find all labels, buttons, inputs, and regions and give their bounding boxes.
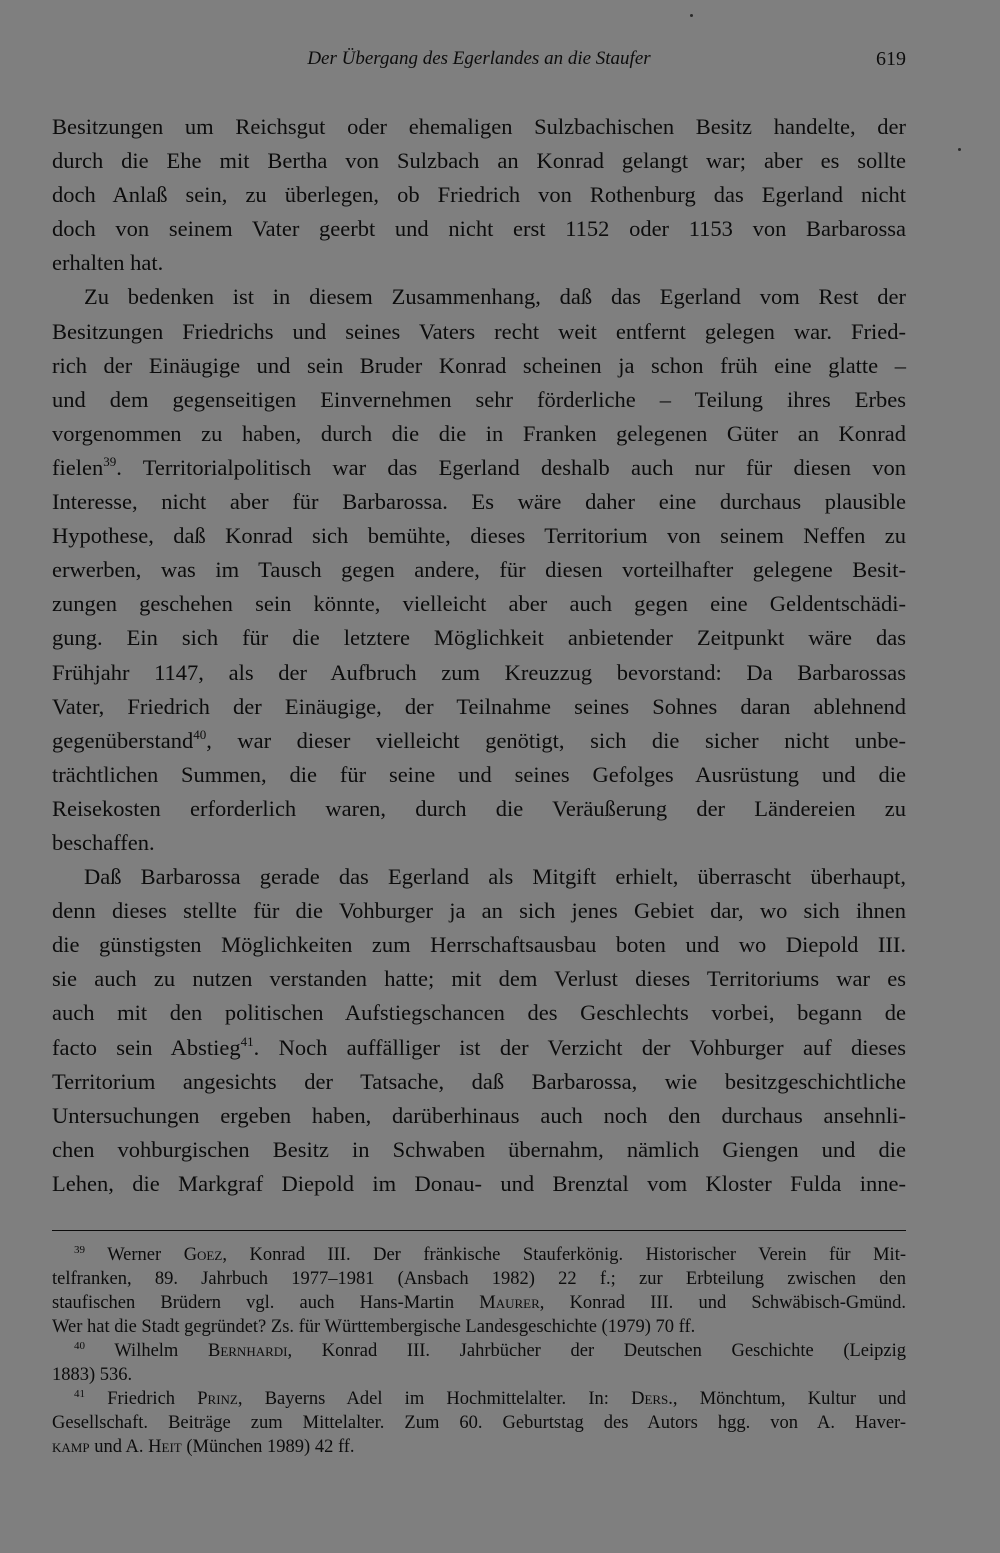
text-line: doch von seinem Vater geerbt und nicht erst 1152 oder 1153 von Barbarossa: [52, 216, 906, 242]
footnote-ref-40[interactable]: 40: [193, 726, 207, 742]
footnote-line: [52, 1387, 906, 1411]
text-line: Besitzungen Friedrichs und seines Vaters recht weit entfernt gelegen war. Fried-: [52, 318, 906, 344]
text-line: Frühjahr 1147, als der Aufbruch zum Kreuzzug bevorstand: Da Barbarossas: [52, 659, 906, 685]
text-fragment: und A.: [89, 1437, 149, 1457]
text-line: [52, 724, 906, 758]
footnote-number: 39: [74, 1244, 85, 1256]
page-number: 619: [876, 48, 906, 70]
body-text: [52, 110, 906, 1201]
footnote-divider: [52, 1230, 906, 1231]
text-fragment: fielen: [52, 454, 104, 480]
author-name: kamp: [52, 1437, 90, 1457]
footnote-line: Wer hat die Stadt gegründet? Zs. für Württembergische Landesgeschichte (1979) 70 ff.: [52, 1317, 696, 1337]
text-line: rich der Einäugige und sein Bruder Konrad scheinen ja schon früh eine glatte –: [52, 352, 906, 378]
book-page: [52, 0, 906, 1553]
footnote-line: [52, 1291, 906, 1315]
text-line: [52, 1031, 906, 1065]
paragraph-2: [52, 280, 906, 860]
scan-speck: [958, 148, 961, 151]
footnote-number: 40: [74, 1340, 85, 1352]
text-fragment: Friedrich: [107, 1389, 198, 1409]
scan-speck: [690, 14, 693, 17]
text-line: Interesse, nicht aber für Barbarossa. Es wäre daher eine durchaus plausible: [52, 489, 906, 515]
footnote-line: [52, 1339, 906, 1363]
text-line: Territorium angesichts der Tatsache, daß Barbarossa, wie besitzgeschichtliche: [52, 1068, 906, 1094]
footnote-40: [52, 1339, 906, 1387]
footnotes: [52, 1243, 906, 1459]
footnote-line: 1883) 536.: [52, 1365, 133, 1385]
text-line: beschaffen.: [52, 829, 155, 855]
text-fragment: , Konrad III. Der fränkische Stauferkönig. Historischer Verein für Mit-: [222, 1245, 906, 1265]
paragraph-3: [52, 860, 906, 1201]
text-fragment: Werner: [107, 1245, 184, 1265]
text-line: chen vohburgischen Besitz in Schwaben übernahm, nämlich Giengen und die: [52, 1136, 906, 1162]
text-line: Untersuchungen ergeben haben, darüberhinaus auch noch den durchaus ansehnli-: [52, 1102, 906, 1128]
author-name: Maurer: [479, 1293, 540, 1313]
author-name: Heit: [148, 1437, 182, 1457]
footnote-number: 41: [74, 1388, 85, 1400]
text-line: Zu bedenken ist in diesem Zusammenhang, daß das Egerland vom Rest der: [84, 284, 906, 310]
running-title: Der Übergang des Egerlandes an die Staufer: [307, 48, 651, 69]
text-line: Reisekosten erforderlich waren, durch die Veräußerung der Ländereien zu: [52, 795, 906, 821]
text-fragment: facto sein Abstieg: [52, 1034, 241, 1060]
footnote-line: [52, 1243, 906, 1267]
text-line: durch die Ehe mit Bertha von Sulzbach an Konrad gelangt war; aber es sollte: [52, 148, 906, 174]
footnote-41: [52, 1387, 906, 1459]
text-line: zungen geschehen sein könnte, vielleicht aber auch gegen eine Geldentschädi-: [52, 591, 906, 617]
text-line: Besitzungen um Reichsgut oder ehemaligen Sulzbachischen Besitz handelte, der: [52, 114, 906, 139]
paragraph-1: [52, 110, 906, 280]
author-name: Prinz: [197, 1389, 238, 1409]
text-line: Hypothese, daß Konrad sich bemühte, dieses Territorium von seinem Neffen zu: [52, 523, 906, 549]
author-name: Goez: [183, 1245, 223, 1265]
text-fragment: gegenüberstand: [52, 727, 194, 753]
text-line: [52, 451, 906, 485]
footnote-ref-41[interactable]: 41: [240, 1033, 254, 1049]
running-header: [52, 46, 906, 76]
text-fragment: . Territorialpolitisch war das Egerland deshalb auch nur für diesen von: [116, 454, 906, 480]
text-line: erwerben, was im Tausch gegen andere, für diesen vorteilhafter gelegene Besit-: [52, 557, 906, 583]
text-line: Daß Barbarossa gerade das Egerland als Mitgift erhielt, überrascht überhaupt,: [84, 864, 906, 890]
footnote-line: Gesellschaft. Beiträge zum Mittelalter. Zum 60. Geburtstag des Autors hgg. von A. Haver-: [52, 1413, 906, 1433]
text-fragment: Wilhelm: [114, 1341, 208, 1361]
text-line: gung. Ein sich für die letztere Möglichkeit anbietender Zeitpunkt wäre das: [52, 625, 906, 651]
text-line: erhalten hat.: [52, 250, 164, 276]
text-line: auch mit den politischen Aufstiegschancen des Geschlechts vorbei, begann de: [52, 1000, 906, 1026]
footnote-line: [52, 1435, 906, 1459]
footnote-ref-39[interactable]: 39: [103, 453, 117, 469]
text-fragment: staufischen Brüdern vgl. auch Hans-Martin: [52, 1293, 480, 1313]
text-fragment: , Mönchtum, Kultur und: [672, 1389, 907, 1409]
text-fragment: , war dieser vielleicht genötigt, sich die sicher nicht unbe-: [206, 727, 906, 753]
footnote-line: telfranken, 89. Jahrbuch 1977–1981 (Ansbach 1982) 22 f.; zur Erbteilung zwischen den: [52, 1269, 906, 1289]
footnote-39: [52, 1243, 906, 1339]
text-fragment: , Konrad III. Jahrbücher der Deutschen Geschichte (Leipzig: [287, 1341, 907, 1361]
author-name: Bernhardi: [207, 1341, 288, 1361]
text-line: trächtlichen Summen, die für seine und seines Gefolges Ausrüstung und die: [52, 761, 906, 787]
text-line: doch Anlaß sein, zu überlegen, ob Friedrich von Rothenburg das Egerland nicht: [52, 182, 906, 208]
author-name: Ders.: [631, 1389, 673, 1409]
text-fragment: (München 1989) 42 ff.: [181, 1437, 355, 1457]
text-line: Lehen, die Markgraf Diepold im Donau- und Brenztal vom Kloster Fulda inne-: [52, 1170, 906, 1196]
text-line: sie auch zu nutzen verstanden hatte; mit dem Verlust dieses Territoriums war es: [52, 966, 906, 992]
text-line: vorgenommen zu haben, durch die die in Franken gelegenen Güter an Konrad: [52, 420, 906, 446]
text-fragment: , Konrad III. und Schwäbisch-Gmünd.: [539, 1293, 906, 1313]
text-fragment: . Noch auffälliger ist der Verzicht der Vohburger auf dieses: [253, 1034, 907, 1060]
text-line: die günstigsten Möglichkeiten zum Herrschaftsausbau boten und wo Diepold III.: [52, 932, 906, 958]
text-line: denn dieses stellte für die Vohburger ja an sich jenes Gebiet dar, wo sich ihnen: [52, 898, 906, 924]
text-line: und dem gegenseitigen Einvernehmen sehr förderliche – Teilung ihres Erbes: [52, 386, 906, 412]
text-line: Vater, Friedrich der Einäugige, der Teilnahme seines Sohnes daran ablehnend: [52, 693, 906, 719]
text-fragment: , Bayerns Adel im Hochmittelalter. In:: [237, 1389, 632, 1409]
